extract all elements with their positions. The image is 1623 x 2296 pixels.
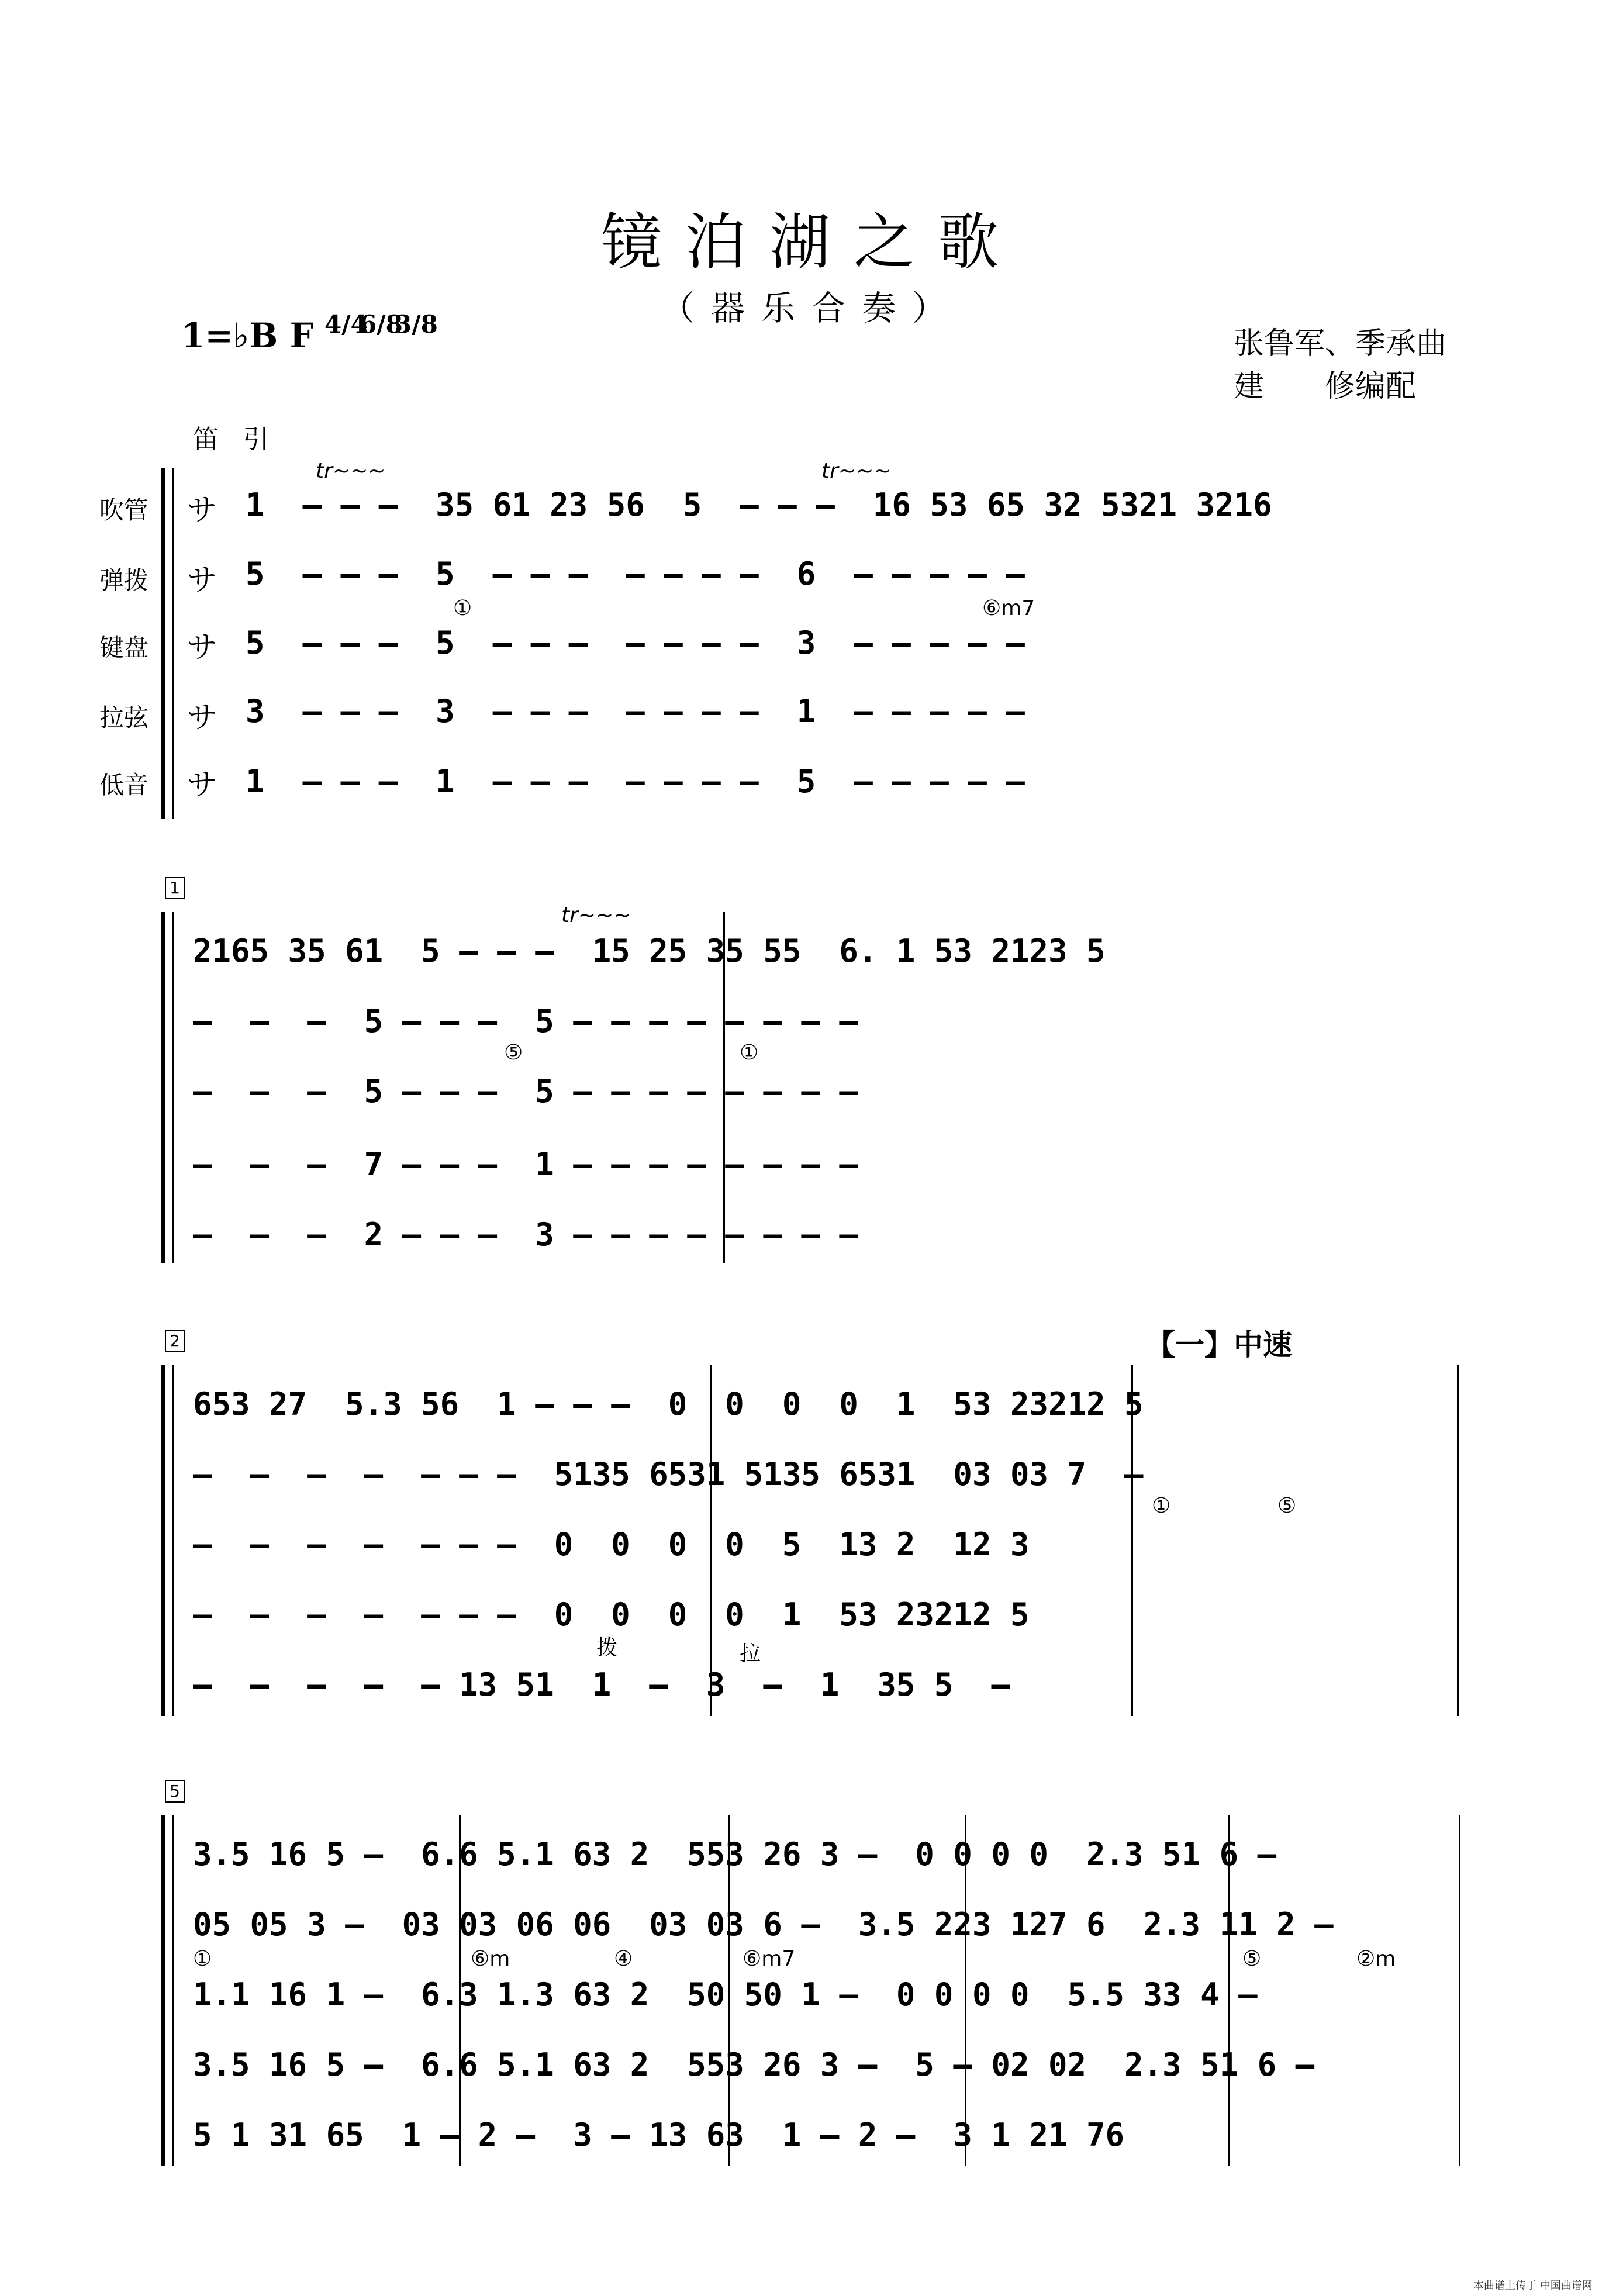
instrument-label: 弹拨 xyxy=(99,566,149,595)
staff-tanbo: 05 05 3 — 03 03 06 06 03 03 6 — 3.5 223 127 6 2.3 11 2 — xyxy=(193,1906,1334,1943)
circled-annotation: ⑥m xyxy=(471,1947,510,1971)
system-bar xyxy=(172,912,174,1263)
staff-laxian: 3.5 16 5 — 6.6 5.1 63 2 553 26 3 — 5 — 02 02 2.3 51 6 — xyxy=(193,2046,1315,2083)
free-tempo-mark: サ xyxy=(187,493,218,528)
staff-chuiguan: 653 27 5.3 56 1 — — — 0 0 0 0 1 53 23212 5 xyxy=(193,1386,1144,1423)
page-title: 镜泊湖之歌 xyxy=(600,206,1022,278)
staff-jianpan: 5 — — — 5 — — — — — — — 3 — — — — — xyxy=(246,624,1025,661)
instrument-label: 拉弦 xyxy=(99,703,149,732)
composer: 张鲁军、季承曲 xyxy=(1234,326,1447,361)
staff-laxian: — — — — — — — 0 0 0 0 1 53 23212 5 xyxy=(193,1596,1030,1633)
measure-number: 2 xyxy=(165,1330,185,1352)
circled-annotation: ⑤ xyxy=(504,1041,523,1065)
trill-mark: tr~~~ xyxy=(821,459,892,483)
technique-mark: 拨 xyxy=(596,1636,618,1660)
system-brace xyxy=(161,1365,165,1716)
instrument-label: 低音 xyxy=(99,771,149,799)
measure-number: 5 xyxy=(165,1780,185,1803)
system-brace xyxy=(161,468,165,819)
staff-jianpan: — — — 5 — — — 5 — — — — — — — — xyxy=(193,1073,858,1110)
circled-annotation: ⑤ xyxy=(1277,1494,1297,1518)
free-tempo-mark: サ xyxy=(187,563,218,598)
staff-tanbo: — — — — — — — 5135 6531 5135 6531 03 03 7 — xyxy=(193,1456,1144,1493)
key-signature: 1=♭B F xyxy=(181,316,314,355)
meter-3: 3/8 xyxy=(395,310,438,339)
staff-diyin: 5 1 31 65 1 — 2 — 3 — 13 63 1 — 2 — 3 1 21 76 xyxy=(193,2117,1125,2153)
arranger: 建 修编配 xyxy=(1234,369,1417,404)
instrument-label: 吹管 xyxy=(99,496,149,524)
circled-annotation: ②m xyxy=(1356,1947,1396,1971)
free-tempo-mark: サ xyxy=(187,630,218,665)
staff-jianpan: 1.1 16 1 — 6.3 1.3 63 2 50 50 1 — 0 0 0 0 5.5 33 4 — xyxy=(193,1976,1258,2013)
staff-chuiguan: 3.5 16 5 — 6.6 5.1 63 2 553 26 3 — 0 0 0 0 2.3 51 6 — xyxy=(193,1836,1277,1873)
system-bar xyxy=(172,1815,174,2166)
meter-1: 4/4 xyxy=(324,310,368,339)
system-bar xyxy=(172,468,174,819)
circled-annotation: ① xyxy=(740,1041,759,1065)
circled-annotation: ① xyxy=(1152,1494,1171,1518)
trill-mark: tr~~~ xyxy=(316,459,386,483)
circled-annotation: ① xyxy=(193,1947,212,1971)
staff-jianpan: — — — — — — — 0 0 0 0 5 13 2 12 3 xyxy=(193,1526,1030,1563)
barline xyxy=(1457,1365,1459,1716)
system-brace xyxy=(161,1815,165,2166)
circled-annotation: ① xyxy=(453,596,472,620)
staff-diyin: — — — — — 13 51 1 — 3 — 1 35 5 — xyxy=(193,1666,1010,1703)
circled-annotation: ⑤ xyxy=(1242,1947,1262,1971)
staff-diyin: 1 — — — 1 — — — — — — — 5 — — — — — xyxy=(246,763,1025,800)
meter-2: 6/8 xyxy=(360,310,403,339)
staff-laxian: — — — 7 — — — 1 — — — — — — — — xyxy=(193,1146,858,1183)
barline xyxy=(1459,1815,1460,2166)
staff-diyin: — — — 2 — — — 3 — — — — — — — — xyxy=(193,1216,858,1253)
page-subtitle: （器乐合奏） xyxy=(660,288,962,328)
section-heading: 【一】中速 xyxy=(1146,1328,1292,1362)
free-tempo-mark: サ xyxy=(187,700,218,736)
staff-chuiguan: 1 — — — 35 61 23 56 5 — — — 16 53 65 32 5321 3216 xyxy=(246,486,1272,523)
intro-label: 笛 引 xyxy=(193,424,277,454)
instrument-label: 键盘 xyxy=(99,633,149,662)
circled-annotation: ⑥m7 xyxy=(982,596,1035,620)
site-watermark: 本曲谱上传于 中国曲谱网 xyxy=(1473,2280,1593,2292)
system-brace xyxy=(161,912,165,1263)
circled-annotation: ⑥m7 xyxy=(743,1947,796,1971)
technique-mark: 拉 xyxy=(740,1642,761,1666)
staff-laxian: 3 — — — 3 — — — — — — — 1 — — — — — xyxy=(246,693,1025,730)
circled-annotation: ④ xyxy=(614,1947,633,1971)
system-bar xyxy=(172,1365,174,1716)
free-tempo-mark: サ xyxy=(187,768,218,803)
staff-chuiguan: 2165 35 61 5 — — — 15 25 35 55 6. 1 53 2123 5 xyxy=(193,933,1106,969)
measure-number: 1 xyxy=(165,877,185,899)
staff-tanbo: — — — 5 — — — 5 — — — — — — — — xyxy=(193,1003,858,1040)
staff-tanbo: 5 — — — 5 — — — — — — — 6 — — — — — xyxy=(246,555,1025,592)
trill-mark: tr~~~ xyxy=(561,903,631,927)
